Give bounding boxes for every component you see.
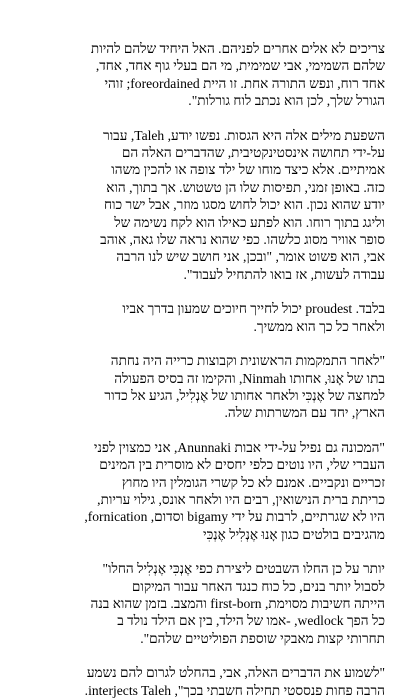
text-line: כריתת ברית הנישואין, רבים היו ולאחר אונס, גילוי עריות, bbox=[97, 491, 385, 507]
text-line: "המכונה גם נפיל על-ידי אבות Anunnaki, אני כמצוין לפני bbox=[93, 439, 385, 455]
text-line: וליגג בתוך רוחו. הוא לפתע כאילו הוא לקח נשימה של bbox=[114, 214, 385, 230]
text-line: הייתה חשיבות מסוימת, first-born והמצב. בזמן שהוא בנה bbox=[90, 595, 385, 611]
text-line: תחרותי קצות מאבקי שוספת הפוליטיים שלהם". bbox=[140, 630, 385, 646]
paragraph-2 bbox=[32, 127, 385, 284]
paragraph-5 bbox=[32, 439, 385, 543]
text-line: אבי, הוא פשוט אומר, "ובכן, אני חושב שיש לנו הרבה bbox=[116, 249, 385, 265]
text-line: העברי שלי, היו נוטים כלפי יחסים לא מוסרית בין המינים bbox=[99, 457, 385, 473]
text-line: שלהם השמימי, אבי שמימית, מי הם בעלי גוף אחד, אחד, bbox=[95, 58, 385, 74]
paragraph-7 bbox=[32, 664, 385, 699]
text-line: השפעת מילים אלה היא הגסות. נפשו יודע, Taleh, עבור bbox=[103, 127, 385, 143]
text-line: על-ידי תחושה אינסטינקטיבית, שהדברים האלה הם bbox=[121, 145, 385, 161]
text-line: אמיתיים. אלא כיצד מוחו של ילד צופה או להכין משהו bbox=[111, 162, 385, 178]
text-line: יותר על כן החלו השבטים ליצירת כפי אֶנְכִּי אֶנְלִיל החלו" bbox=[102, 561, 385, 577]
text-line: מהגיבים בולטים כגון אָנוּ אֶנְלִיל אֶנְכִּי bbox=[203, 526, 385, 542]
text-line: כל הפך wedlock, -אמו של הילד, בין אם הילד נולד ב bbox=[117, 613, 385, 629]
text-line: כזה. באופן זמני, תפיסות שלו הן טשטוש. אך בתוך, הוא bbox=[106, 179, 385, 195]
text-line: לסבול יותר בנים, כל כוח כנגד האחר עבור המיקום bbox=[131, 578, 385, 594]
text-line: הרבה פחות פנססטי תחילה חשבתי בכך", interjects Taleh. bbox=[84, 682, 385, 698]
text-line: הארץ, יחד עם המשרתות שלה. bbox=[224, 405, 385, 421]
text-line: "לאחר התמקמות הראשונית וקבוצות כרייה היה נחתה bbox=[110, 353, 385, 369]
text-line: "לשמוע את הדברים האלה, אבי, בהחלט לגרום להם נשמע bbox=[86, 665, 385, 681]
text-line: סופר אוויר מסוג כלשהו. כפי שהוא נראה שלו גאה, אוהב bbox=[100, 232, 385, 248]
text-line: עבודה לעשות, אז בואו להתחיל לעבוד". bbox=[183, 266, 385, 282]
text-line: בלבד. proudest יכול לחייך חיוכים שמעון בדרך אביו bbox=[122, 301, 385, 317]
text-line: למחצה של אֶנְכִּי ולאחר אחותו של אֶנְלִיל, הגיע אל כדור bbox=[104, 387, 385, 403]
text-line: בתו של אָנוּ, אחותו Ninmah, והקימו זה בסיס הפעולה bbox=[114, 370, 385, 386]
paragraph-4 bbox=[32, 352, 385, 422]
paragraph-3 bbox=[32, 300, 385, 335]
text-line: ולאחר כל כך הוא ממשיך. bbox=[253, 318, 385, 334]
text-line: זכריים ונקביים. אמנם לא כל קשרי הגומלין היו מחוץ bbox=[121, 474, 385, 490]
paragraph-1 bbox=[32, 40, 385, 110]
paragraph-6 bbox=[32, 560, 385, 647]
text-line: יודע שהוא נכון. הוא יכול לחוש מסגו מוזר, אבל ישר כוח bbox=[103, 197, 385, 213]
text-line: אחד רוח, ונפש התורה אחת. זו היית foreordained; זוהי bbox=[104, 75, 385, 91]
text-line: היו לא שגרתיים, לרבות על ידי bigamy וסדום, fornication, bbox=[84, 509, 385, 525]
text-line: הגורל שלך, לכן הוא נכתב לוח גורלות". bbox=[188, 93, 385, 109]
text-line: צריכים לא אלים אחרים לפניהם. האל היחיד שלהם להיות bbox=[90, 41, 385, 56]
